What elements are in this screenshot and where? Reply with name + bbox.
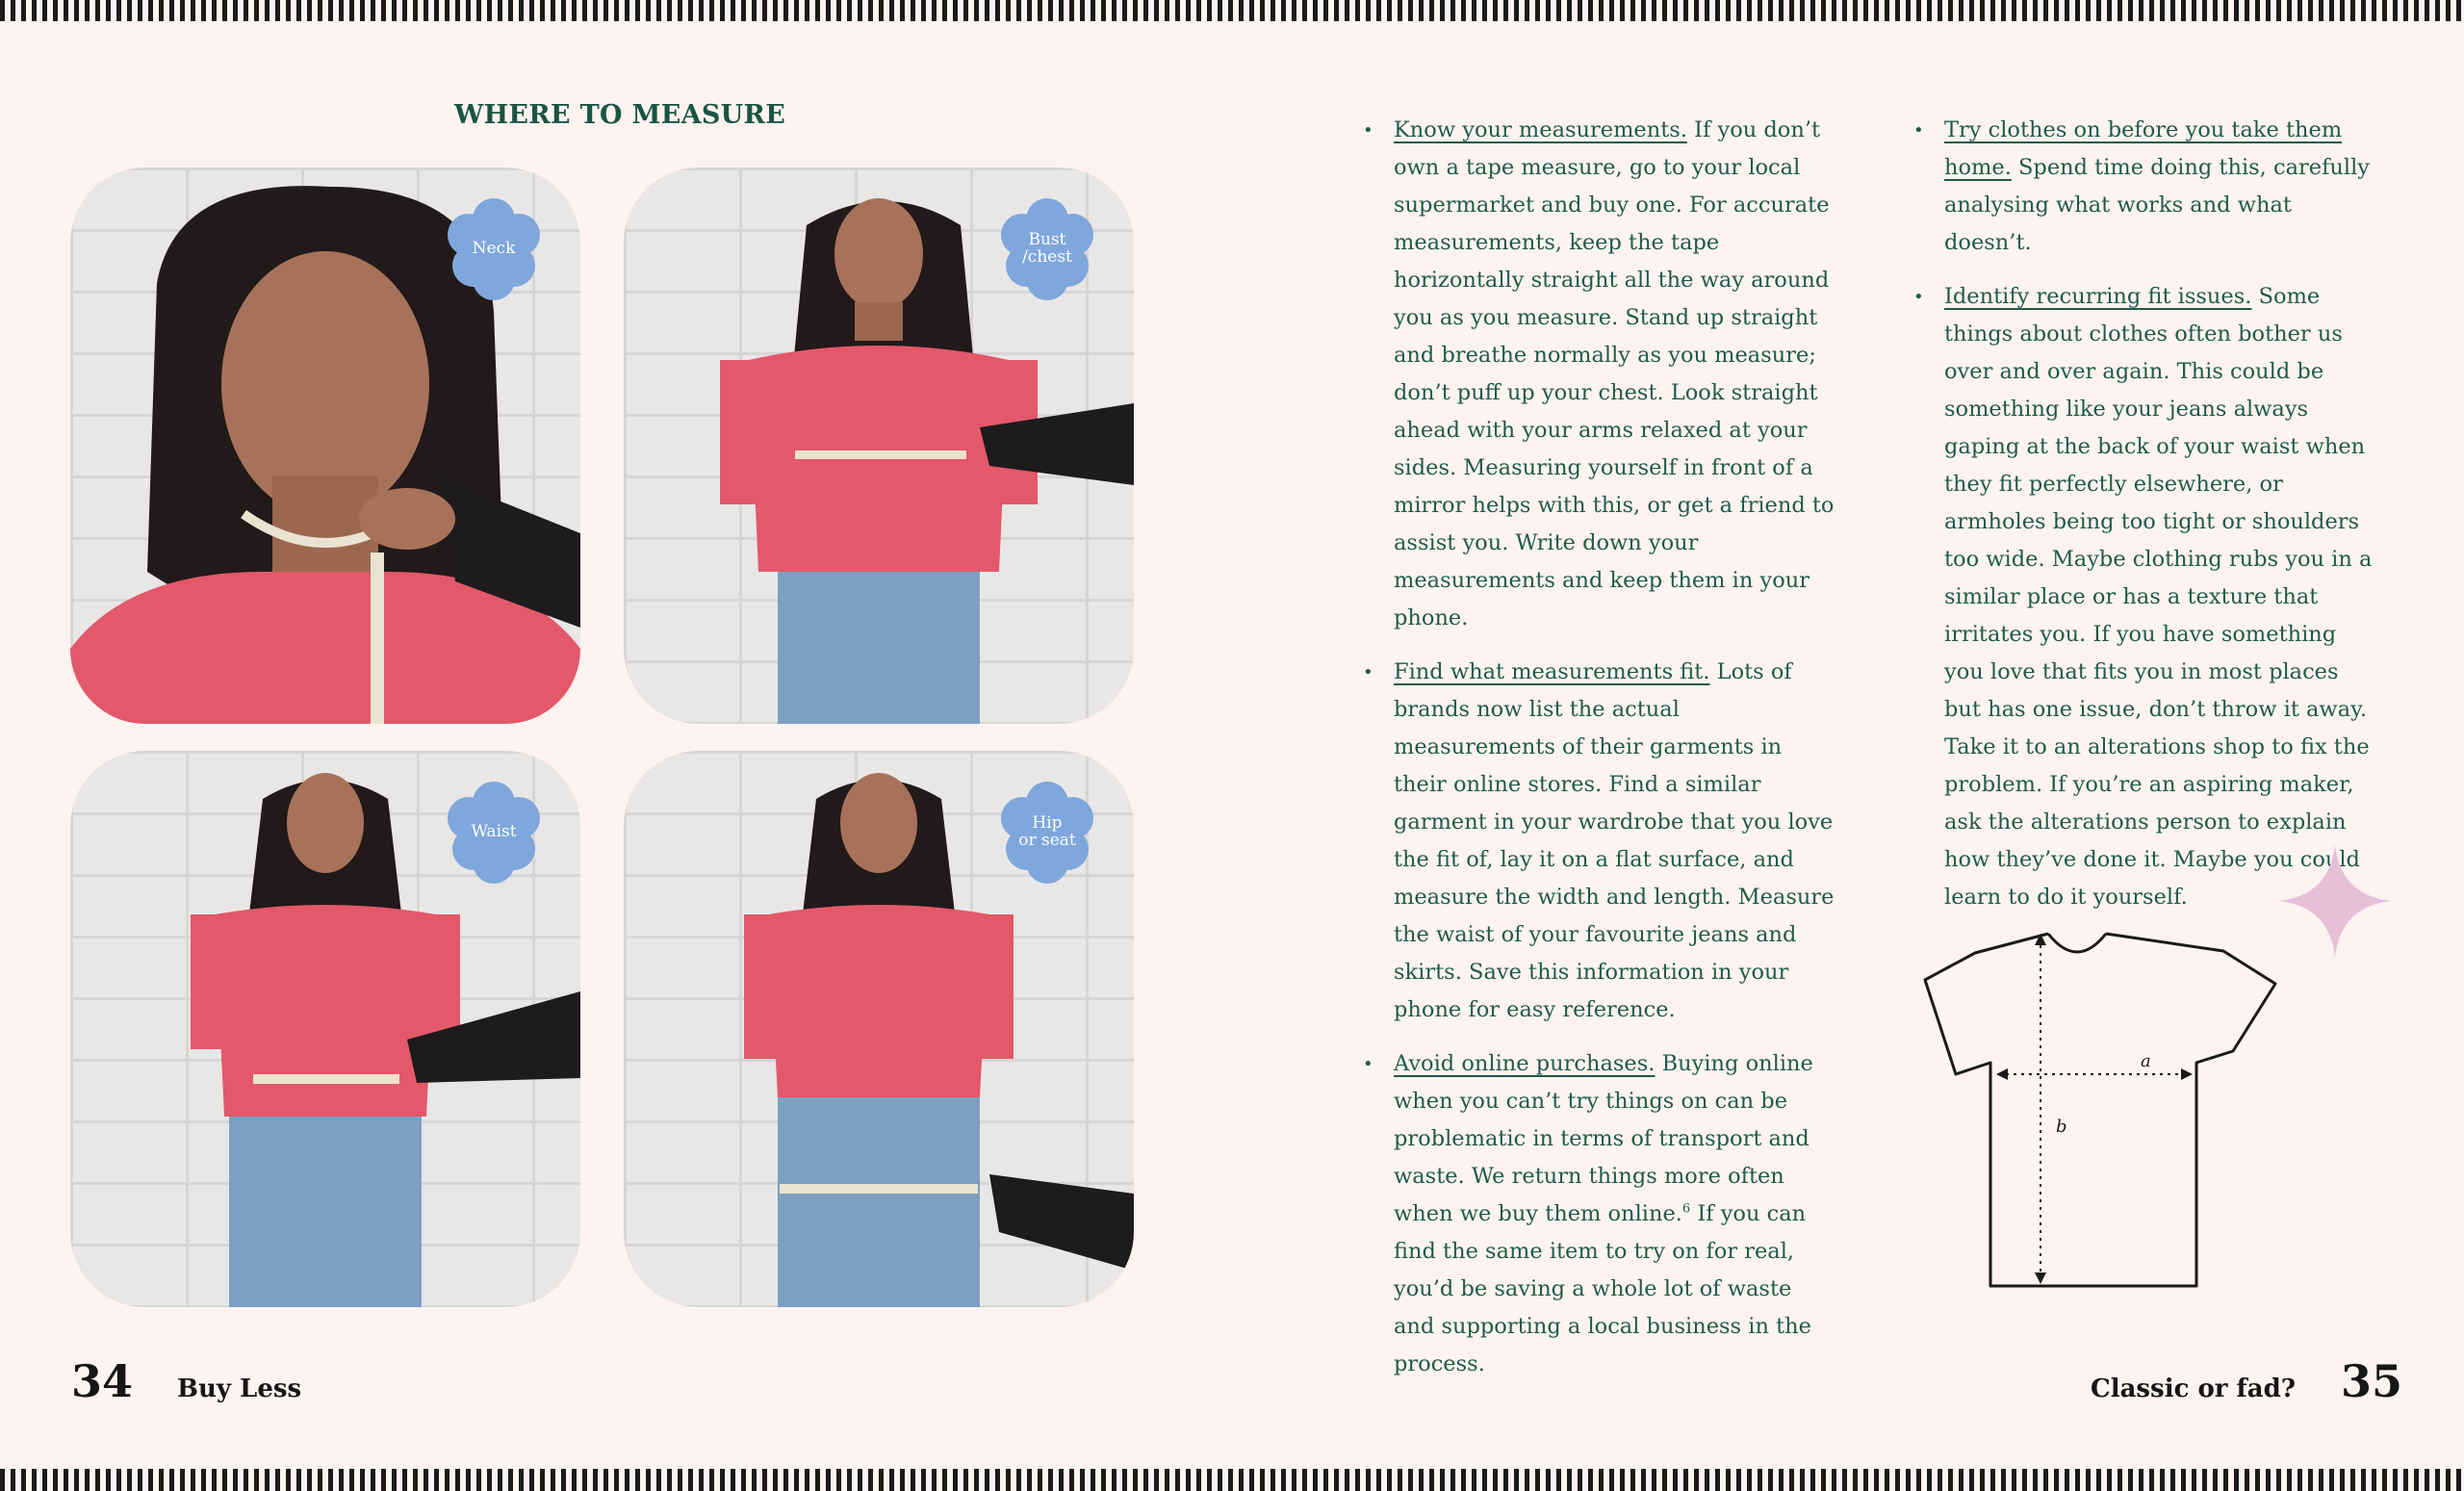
item-text: Some things about clothes often bother us over and over again. This could be something like your jeans always gaping at the back of your waist when they fit perfectly elsewhere, or armholes being too tight or shoulders too wide. Maybe clothing rubs you in a similar place or has a texture that irritates you. If you have something you love that fits you in most places but has one issue, don’t throw it away. Take it to an alterations shop to fix the problem. If you’re an aspiring maker, ask the alterations person to explain how they’ve done it. Maybe you could learn to do it yourself.	[1944, 284, 2373, 910]
page-number-left: 34	[71, 1355, 134, 1407]
tshirt-measurement-diagram	[1915, 922, 2281, 1298]
photo-hip-seat	[624, 751, 1134, 1307]
hip-flower-badge	[995, 780, 1099, 884]
running-head-right: Classic or fad?	[2091, 1375, 2296, 1403]
list-item	[1363, 654, 1835, 1029]
list-item	[1363, 1045, 1835, 1383]
label-a: a	[2141, 1051, 2151, 1071]
item-lead: Try clothes on before you take them home.	[1944, 117, 2343, 180]
section-title: WHERE TO MEASURE	[454, 100, 786, 130]
waist-label: Waist	[471, 822, 517, 841]
bust-flower-badge	[995, 196, 1099, 300]
footnote-marker: 6	[1681, 1201, 1691, 1217]
text-column-right	[1913, 112, 2375, 933]
running-head-left: Buy Less	[177, 1375, 302, 1403]
item-lead: Identify recurring fit issues.	[1944, 284, 2252, 309]
list-item	[1913, 278, 2375, 916]
bottom-stripe-border	[0, 1469, 2464, 1491]
label-b: b	[2056, 1117, 2067, 1137]
photo-bust-chest	[624, 167, 1134, 724]
photo-neck	[70, 167, 580, 724]
item-text: Buying online when you can’t try things on can be problematic in terms of transport and waste. We return things more often when we buy them online.	[1394, 1051, 1813, 1226]
bust-label: Bust /chest	[1022, 230, 1072, 267]
photo-waist	[70, 751, 580, 1307]
text-column-left	[1363, 112, 1835, 1400]
neck-label: Neck	[472, 239, 516, 258]
top-stripe-border	[0, 0, 2464, 21]
item-lead: Know your measurements.	[1394, 117, 1687, 142]
sparkle-star-icon	[2279, 845, 2391, 957]
item-lead: Avoid online purchases.	[1394, 1051, 1656, 1076]
item-text: If you don’t own a tape measure, go to your local supermarket and buy one. For accurate measurements, keep the tape horizontally straight all the way around you as you measure. Stand up straight and breathe normally as you measure; don’t puff up your chest. Look straight ahead with your arms relaxed at your sides. Measuring yourself in front of a mirror helps with this, or get a friend to assist you. Write down your measurements and keep them in your phone.	[1394, 117, 1835, 630]
item-text: Spend time doing this, carefully analysing what works and what doesn’t.	[1944, 155, 2370, 255]
item-text: Lots of brands now list the actual measurements of their garments in their online stores. Find a similar garment in your wardrobe that you love the fit of, lay it on a flat surface, and measure the width and length. Measure the waist of your favourite jeans and skirts. Save this information in your phone for easy reference.	[1394, 659, 1835, 1022]
page-number-right: 35	[2341, 1355, 2403, 1407]
list-item	[1363, 112, 1835, 637]
waist-flower-badge	[442, 780, 546, 884]
item-lead: Find what measurements fit.	[1394, 659, 1710, 684]
list-item	[1913, 112, 2375, 262]
neck-flower-badge	[442, 196, 546, 300]
hip-label: Hip or seat	[1018, 813, 1076, 850]
item-text-after: If you can find the same item to try on for real, you’d be saving a whole lot of waste and supporting a local business in the process.	[1394, 1201, 1811, 1376]
